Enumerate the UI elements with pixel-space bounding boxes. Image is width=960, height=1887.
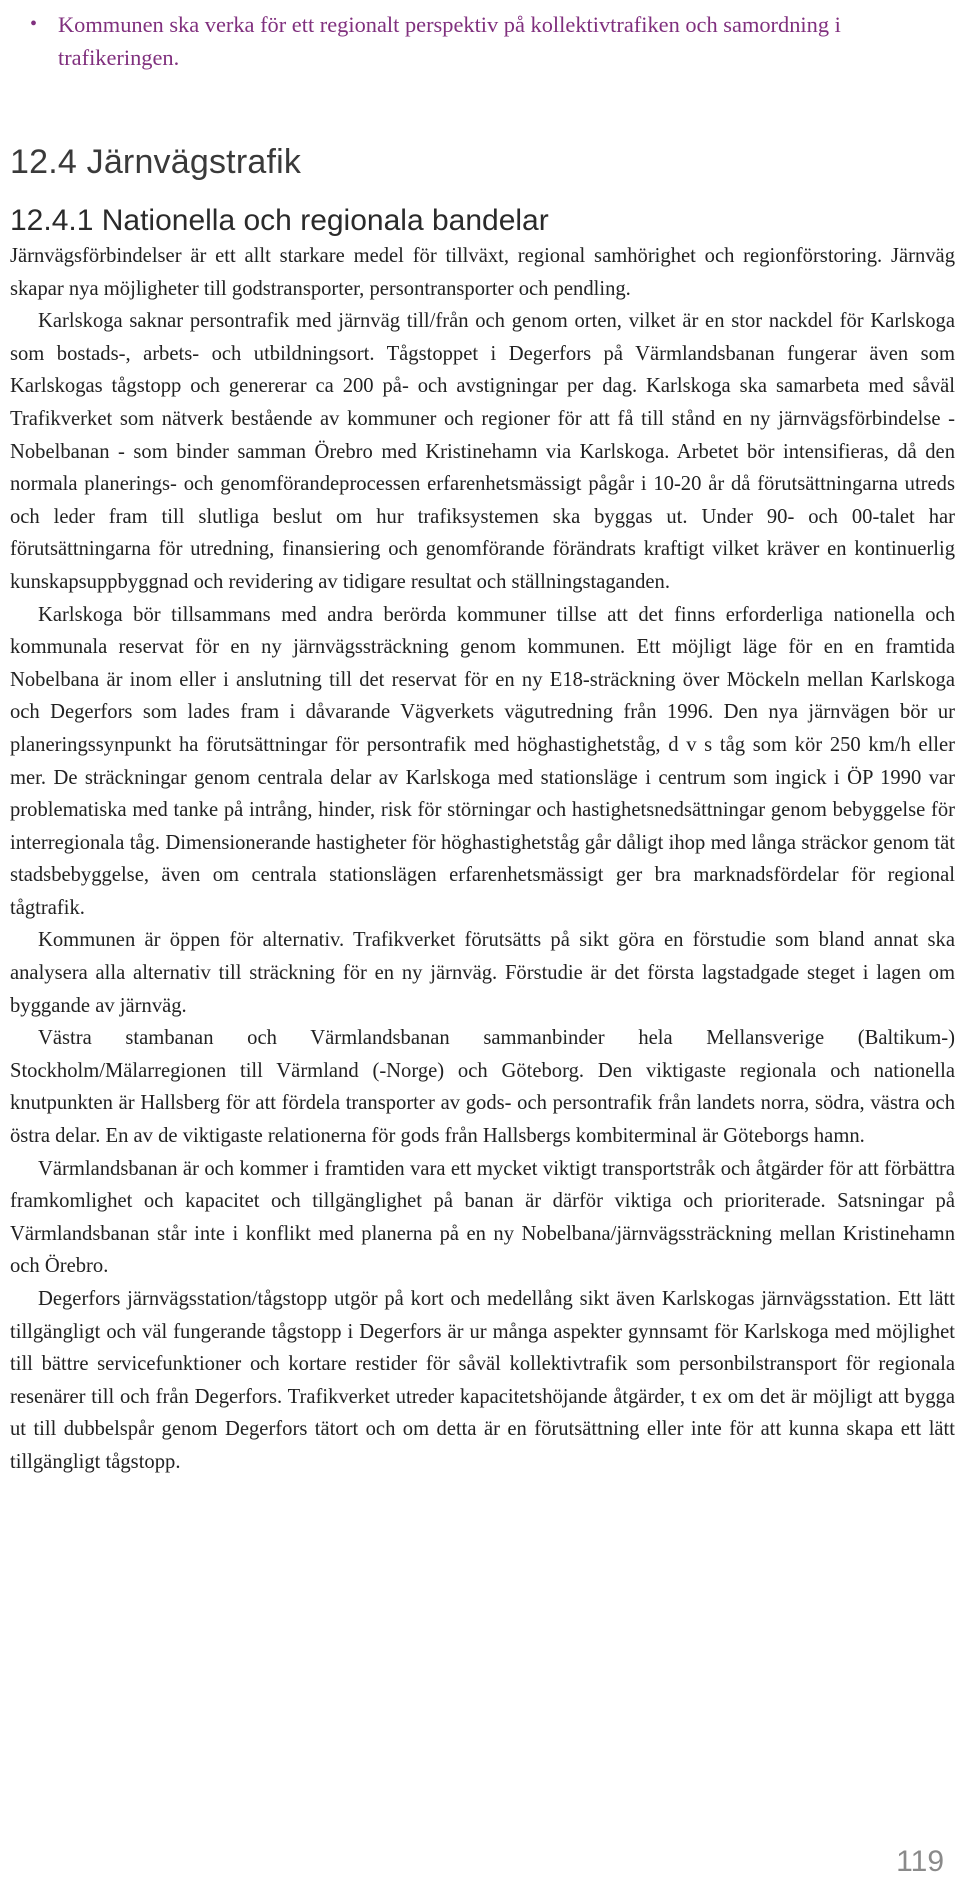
section-heading: 12.4 Järnvägstrafik <box>10 143 302 181</box>
bullet-item <box>30 8 950 74</box>
paragraph: Värmlandsbanan är och kommer i framtiden vara ett mycket viktigt transportstråk och åtgärder för att förbättra framkomlighet och kapacitet och tillgänglighet på banan är därför viktiga och prioriterade. Satsningar på Värmlandsbanan står inte i konflikt med planerna på en ny Nobelbana/järnvägssträckning mellan Kristinehamn och Örebro. <box>10 1157 955 1278</box>
subsection-heading: 12.4.1 Nationella och regionala bandelar <box>10 204 549 237</box>
paragraph: Degerfors järnvägsstation/tågstopp utgör på kort och medellång sikt även Karlskogas järnvägsstation. Ett lätt tillgängligt och väl fungerande tågstopp i Degerfors är ur många aspekter gynnsamt för Karlskoga med möjlighet till bättre servicefunktioner och kortare restider för såväl kollektivtrafik som personbilstransport för regionala resenärer till och från Degerfors. Trafikverket utreder kapacitetshöjande åtgärder, t ex om det är möjligt att bygga ut till dubbelspår genom Degerfors tätort och om detta är en förutsättning eller inte för att kunna skapa ett lätt tillgängligt tågstopp. <box>10 1288 955 1473</box>
bullet-marker: • <box>30 13 38 35</box>
body-text <box>10 240 955 1479</box>
paragraph: Kommunen är öppen för alternativ. Trafikverket förutsätts på sikt göra en förstudie som bland annat ska analysera alla alternativ till sträckning för en ny järnväg. Förstudie är det första lagstadgade steget i lagen om byggande av järnväg. <box>10 929 955 1017</box>
paragraph: Karlskoga bör tillsammans med andra berörda kommuner tillse att det finns erforderliga nationella och kommunala reservat för en ny järnvägssträckning genom kommunen. Ett möjligt läge för en en framtida Nobelbana är inom eller i anslutning till det reservat för en ny E18-sträckning över Möckeln mellan Karlskoga och Degerfors som lades fram i dåvarande Vägverkets vägutredning från 1996. Den nya järnvägen bör ur planeringssynpunkt ha förutsättningar för persontrafik med höghastighetståg, d v s tåg som kör 250 km/h eller mer. De sträckningar genom centrala delar av Karlskoga med stationsläge i centrum som ingick i ÖP 1990 var problematiska med tanke på intrång, hinder, risk för störningar och hastighetsnedsättningar genom bebyggelse för interregionala tåg. Dimensionerande hastigheter för höghastighetståg går dåligt ihop med långa sträckor genom tät stadsbebyggelse, även om centrala stationslägen erfarenhetsmässigt ger bra marknadsfördelar för regional tågtrafik. <box>10 603 955 919</box>
bullet-text: Kommunen ska verka för ett regionalt perspektiv på kollektivtrafiken och samordning i trafikeringen. <box>58 12 841 70</box>
page-number: 119 <box>896 1845 944 1878</box>
paragraph: Västra stambanan och Värmlandsbanan sammanbinder hela Mellansverige (Baltikum-) Stockholm/Mälarregionen till Värmland (-Norge) och Göteborg. Den viktigaste regionala och nationella knutpunkten är Hallsberg för att fördela transporter av gods- och persontrafik från landets norra, södra, västra och östra delar. En av de viktigaste relationerna för gods från Hallsbergs kombiterminal är Göteborgs hamn. <box>10 1027 955 1148</box>
paragraph: Järnvägsförbindelser är ett allt starkare medel för tillväxt, regional samhörighet och regionförstoring. Järnväg skapar nya möjligheter till godstransporter, persontransporter och pendling. <box>10 245 955 300</box>
paragraph: Karlskoga saknar persontrafik med järnväg till/från och genom orten, vilket är en stor nackdel för Karlskoga som bostads-, arbets- och utbildningsort. Tågstoppet i Degerfors på Värmlandsbanan fungerar även som Karlskogas tågstopp och genererar ca 200 på- och avstigningar per dag. Karlskoga ska samarbeta med såväl Trafikverket som nätverk bestående av kommuner och regioner för att få till stånd en ny järnvägsförbindelse - Nobelbanan - som binder samman Örebro med Kristinehamn via Karlskoga. Arbetet bör intensifieras, då den normala planerings- och genomförandeprocessen erfarenhetsmässigt pågår i 10-20 år då förutsättningarna utreds och leder fram till slutliga beslut om hur trafiksystemen ska byggas ut. Under 90- och 00-talet har förutsättningarna för utredning, finansiering och genomförande förändrats kraftigt vilket kräver en kontinuerlig kunskapsuppbyggnad och revidering av tidigare resultat och ställningstaganden. <box>10 310 955 593</box>
